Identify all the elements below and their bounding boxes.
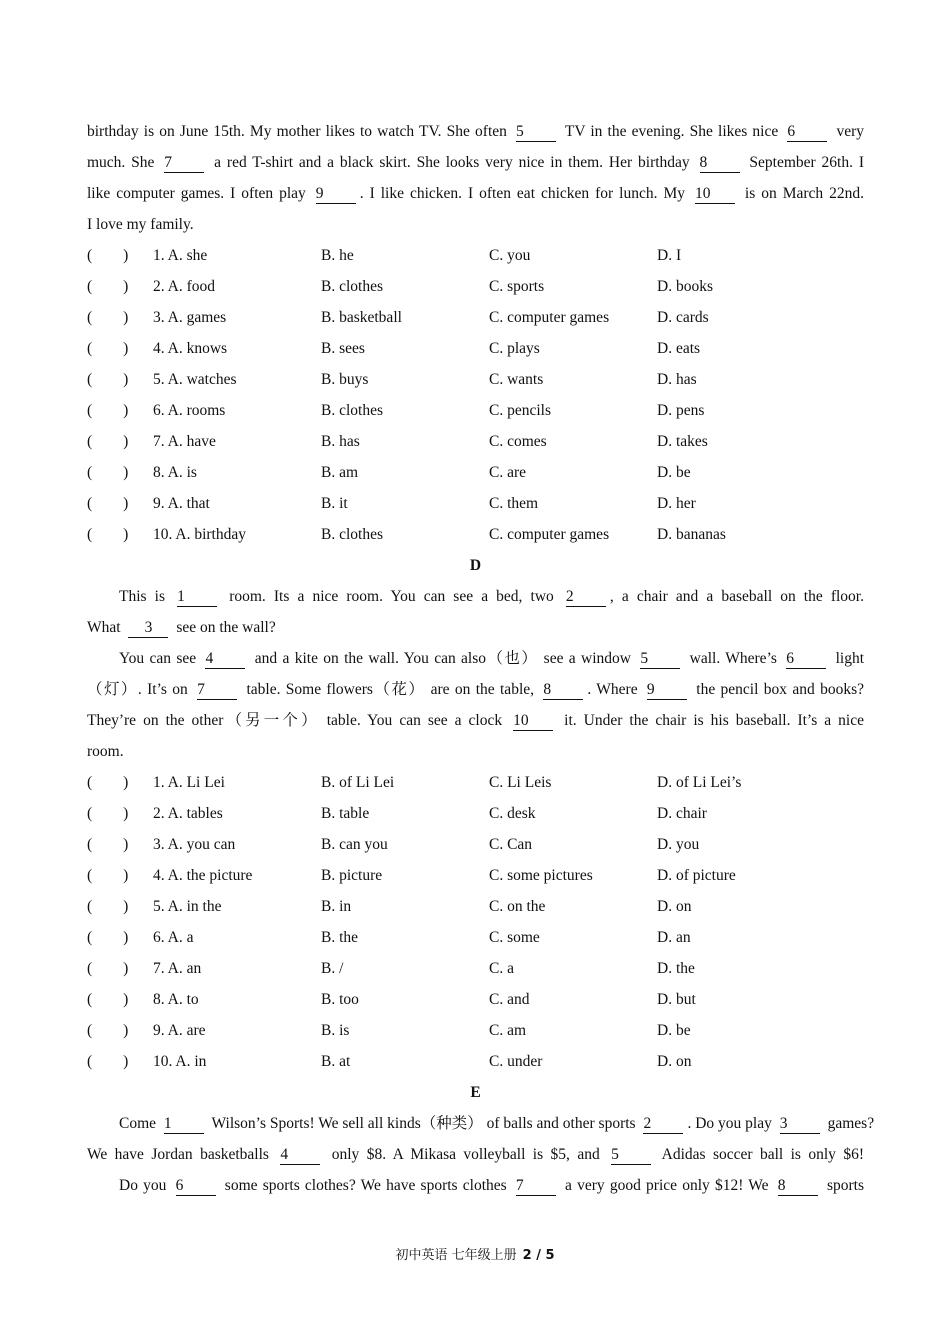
page-number: 2 / 5: [522, 1248, 555, 1263]
answer-bracket: ( ): [87, 340, 129, 357]
answer-blank: 4: [205, 650, 245, 669]
answer-bracket: ( ): [87, 464, 129, 481]
option-b: B. clothes: [321, 526, 383, 543]
passage-text: wall. Where’s: [684, 650, 783, 667]
passage-text: They’re on the other（另一个） table. You can see a clock: [87, 712, 510, 729]
answer-bracket: ( ): [87, 805, 129, 822]
question-row: [87, 984, 864, 1015]
option-c: C. some pictures: [489, 867, 593, 884]
passage-e: [87, 1108, 875, 1201]
option-b: B. sees: [321, 340, 365, 357]
passage-e-line: [87, 1139, 864, 1170]
answer-blank: 7: [516, 1177, 556, 1196]
option-d: D. of picture: [657, 867, 736, 884]
question-row: [87, 457, 864, 488]
answer-bracket: ( ): [87, 278, 129, 295]
answer-blank: 3: [128, 619, 168, 638]
answer-blank: 1: [164, 1115, 204, 1134]
option-d: D. has: [657, 371, 697, 388]
passage-text: see on the wall?: [172, 619, 276, 636]
answer-blank: 4: [280, 1146, 320, 1165]
answer-blank: 6: [786, 650, 826, 669]
option-d: D. on: [657, 898, 692, 915]
answer-bracket: ( ): [87, 898, 129, 915]
question-row: [87, 395, 864, 426]
option-d: D. but: [657, 991, 696, 1008]
questions-c: [87, 240, 864, 550]
passage-d-line: [87, 643, 864, 674]
document-page: [87, 116, 875, 1201]
option-b: B. in: [321, 898, 352, 915]
option-a: 2. A. tables: [153, 805, 223, 822]
passage-text: is on March 22nd.: [738, 185, 864, 202]
passage-text: some sports clothes? We have sports clothes: [219, 1177, 512, 1194]
passage-c-line: [87, 147, 864, 178]
option-c: C. desk: [489, 805, 536, 822]
answer-blank: 2: [643, 1115, 683, 1134]
answer-blank: 5: [611, 1146, 651, 1165]
passage-text: light: [830, 650, 865, 667]
passage-text: like computer games. I often play: [87, 185, 312, 202]
passage-text: Do you: [119, 1177, 172, 1194]
question-row: [87, 860, 864, 891]
section-e-heading: E: [470, 1084, 481, 1101]
option-d: D. be: [657, 1022, 691, 1039]
footer-title: 初中英语 七年级上册: [395, 1248, 517, 1263]
passage-text: room.: [87, 743, 124, 760]
option-a: 7. A. have: [153, 433, 216, 450]
option-c: C. plays: [489, 340, 540, 357]
passage-d-line: [87, 736, 864, 767]
question-row: [87, 302, 864, 333]
passage-text: This is: [119, 588, 174, 605]
answer-bracket: ( ): [87, 309, 129, 326]
option-c: C. and: [489, 991, 530, 1008]
passage-text: only $8. A Mikasa volleyball is $5, and: [324, 1146, 608, 1163]
passage-text: , a chair and a baseball on the floor.: [609, 588, 864, 605]
option-a: 8. A. to: [153, 991, 199, 1008]
option-c: C. pencils: [489, 402, 551, 419]
option-d: D. pens: [657, 402, 705, 419]
passage-text: and a kite on the wall. You can also（也） see a window: [249, 650, 637, 667]
answer-blank: 10: [695, 185, 735, 204]
question-row: [87, 922, 864, 953]
section-d-heading: D: [469, 557, 482, 574]
question-row: [87, 891, 864, 922]
option-c: C. Can: [489, 836, 533, 853]
passage-d-line: [87, 674, 864, 705]
option-c: C. some: [489, 929, 540, 946]
option-c: C. computer games: [489, 309, 610, 326]
passage-e-line: [87, 1170, 864, 1201]
option-c: C. am: [489, 1022, 527, 1039]
option-a: 10. A. in: [153, 1053, 207, 1070]
passage-text: birthday is on June 15th. My mother likes to watch TV. She often: [87, 123, 513, 140]
passage-text: . I like chicken. I often eat chicken for lunch. My: [359, 185, 691, 202]
answer-blank: 9: [316, 185, 356, 204]
option-c: C. them: [489, 495, 539, 512]
option-a: 4. A. knows: [153, 340, 228, 357]
passage-text: much. She: [87, 154, 161, 171]
answer-blank: 6: [176, 1177, 216, 1196]
passage-text: a very good price only $12! We: [559, 1177, 774, 1194]
option-c: C. a: [489, 960, 514, 977]
answer-bracket: ( ): [87, 836, 129, 853]
option-b: B. the: [321, 929, 359, 946]
option-b: B. am: [321, 464, 359, 481]
answer-bracket: ( ): [87, 1053, 129, 1070]
option-d: D. the: [657, 960, 695, 977]
answer-bracket: ( ): [87, 433, 129, 450]
passage-text: You can see: [119, 650, 202, 667]
answer-blank: 10: [513, 712, 553, 731]
option-b: B. /: [321, 960, 344, 977]
passage-e-line: [87, 1108, 875, 1139]
passage-text: very: [831, 123, 865, 140]
passage-text: We have Jordan basketballs: [87, 1146, 277, 1163]
passage-text: . Where: [587, 681, 643, 698]
passage-d: [87, 581, 864, 767]
answer-bracket: ( ): [87, 495, 129, 512]
answer-blank: 5: [640, 650, 680, 669]
option-c: C. sports: [489, 278, 545, 295]
option-d: D. an: [657, 929, 691, 946]
option-a: 3. A. games: [153, 309, 227, 326]
option-a: 2. A. food: [153, 278, 215, 295]
option-c: C. comes: [489, 433, 547, 450]
question-row: [87, 519, 864, 550]
question-row: [87, 333, 864, 364]
option-d: D. chair: [657, 805, 707, 822]
question-row: [87, 1046, 864, 1077]
answer-blank: 1: [177, 588, 217, 607]
answer-blank: 3: [780, 1115, 820, 1134]
passage-text: Adidas soccer ball is only $6!: [655, 1146, 864, 1163]
option-a: 3. A. you can: [153, 836, 236, 853]
option-b: B. he: [321, 247, 354, 264]
question-row: [87, 488, 864, 519]
passage-text: it. Under the chair is his baseball. It’s a nice: [557, 712, 864, 729]
question-row: [87, 798, 864, 829]
answer-bracket: ( ): [87, 991, 129, 1008]
passage-c-line: [87, 116, 864, 147]
answer-blank: 6: [787, 123, 827, 142]
option-d: D. her: [657, 495, 696, 512]
passage-text: （灯）. It’s on: [87, 681, 194, 698]
option-a: 1. A. she: [153, 247, 208, 264]
passage-text: Wilson’s Sports! We sell all kinds（种类） of balls and other sports: [207, 1115, 640, 1132]
answer-blank: 5: [516, 123, 556, 142]
passage-text: the pencil box and books?: [690, 681, 864, 698]
answer-bracket: ( ): [87, 774, 129, 791]
passage-d-line: [87, 612, 864, 643]
option-d: D. cards: [657, 309, 709, 326]
page-footer: [0, 1244, 950, 1263]
option-a: 5. A. in the: [153, 898, 222, 915]
passage-c-line: [87, 178, 864, 209]
option-b: B. table: [321, 805, 370, 822]
option-a: 10. A. birthday: [153, 526, 246, 543]
option-d: D. takes: [657, 433, 708, 450]
option-c: C. you: [489, 247, 531, 264]
passage-text: room. Its a nice room. You can see a bed, two: [221, 588, 562, 605]
option-b: B. buys: [321, 371, 369, 388]
option-a: 1. A. Li Lei: [153, 774, 225, 791]
option-b: B. basketball: [321, 309, 402, 326]
answer-bracket: ( ): [87, 402, 129, 419]
answer-blank: 9: [647, 681, 687, 700]
questions-d: [87, 767, 864, 1077]
option-d: D. of Li Lei’s: [657, 774, 742, 791]
option-b: B. clothes: [321, 402, 383, 419]
option-d: D. you: [657, 836, 700, 853]
option-b: B. at: [321, 1053, 351, 1070]
option-b: B. it: [321, 495, 348, 512]
option-d: D. on: [657, 1053, 692, 1070]
answer-blank: 7: [164, 154, 204, 173]
option-c: C. Li Leis: [489, 774, 552, 791]
option-b: B. too: [321, 991, 359, 1008]
passage-c-line: [87, 209, 864, 240]
option-a: 9. A. that: [153, 495, 210, 512]
passage-text: sports: [821, 1177, 864, 1194]
question-row: [87, 767, 864, 798]
option-a: 9. A. are: [153, 1022, 206, 1039]
option-a: 6. A. rooms: [153, 402, 226, 419]
option-a: 6. A. a: [153, 929, 194, 946]
passage-text: September 26th. I: [743, 154, 864, 171]
answer-blank: 2: [566, 588, 606, 607]
answer-bracket: ( ): [87, 247, 129, 264]
passage-text: What: [87, 619, 125, 636]
question-row: [87, 426, 864, 457]
option-b: B. has: [321, 433, 360, 450]
passage-text: table. Some flowers（花） are on the table,: [241, 681, 540, 698]
option-a: 8. A. is: [153, 464, 197, 481]
option-d: D. I: [657, 247, 682, 264]
question-row: [87, 364, 864, 395]
answer-bracket: ( ): [87, 960, 129, 977]
passage-text: games?: [823, 1115, 875, 1132]
answer-blank: 8: [700, 154, 740, 173]
question-row: [87, 1015, 864, 1046]
option-b: B. can you: [321, 836, 388, 853]
option-d: D. be: [657, 464, 691, 481]
option-b: B. of Li Lei: [321, 774, 395, 791]
option-b: B. is: [321, 1022, 350, 1039]
question-row: [87, 240, 864, 271]
answer-blank: 8: [778, 1177, 818, 1196]
question-row: [87, 829, 864, 860]
passage-text: TV in the evening. She likes nice: [560, 123, 784, 140]
passage-text: Come: [119, 1115, 160, 1132]
answer-bracket: ( ): [87, 867, 129, 884]
question-row: [87, 271, 864, 302]
question-row: [87, 953, 864, 984]
passage-c: [87, 116, 864, 240]
passage-d-line: [87, 581, 864, 612]
passage-d-line: [87, 705, 864, 736]
option-b: B. clothes: [321, 278, 383, 295]
option-a: 4. A. the picture: [153, 867, 253, 884]
option-b: B. picture: [321, 867, 383, 884]
passage-text: . Do you play: [687, 1115, 776, 1132]
answer-bracket: ( ): [87, 1022, 129, 1039]
answer-blank: 8: [543, 681, 583, 700]
option-d: D. bananas: [657, 526, 726, 543]
option-d: D. books: [657, 278, 713, 295]
answer-bracket: ( ): [87, 929, 129, 946]
option-a: 7. A. an: [153, 960, 202, 977]
option-c: C. computer games: [489, 526, 610, 543]
option-d: D. eats: [657, 340, 701, 357]
passage-text: I love my family.: [87, 216, 194, 233]
answer-bracket: ( ): [87, 526, 129, 543]
option-c: C. under: [489, 1053, 543, 1070]
passage-text: a red T-shirt and a black skirt. She looks very nice in them. Her birthday: [208, 154, 696, 171]
option-c: C. wants: [489, 371, 544, 388]
option-c: C. on the: [489, 898, 546, 915]
answer-bracket: ( ): [87, 371, 129, 388]
answer-blank: 7: [197, 681, 237, 700]
option-a: 5. A. watches: [153, 371, 237, 388]
option-c: C. are: [489, 464, 527, 481]
